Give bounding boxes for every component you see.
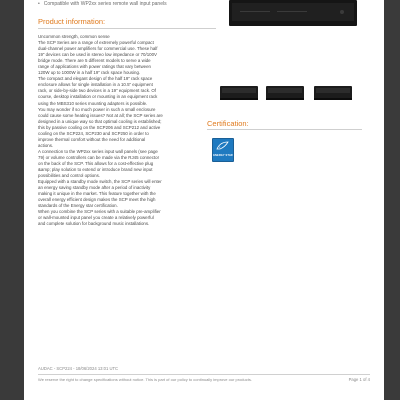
footer-disclaimer: We reserve the right to change specifications without notice. This is part of our policy to continually improve our products.	[38, 377, 252, 382]
description-line: this by passive cooling on the SCP206 and SCP212 and active	[38, 124, 161, 130]
vent-slot	[240, 11, 270, 12]
description-line: possibilities and control options.	[38, 173, 100, 179]
description-line: could cause some heating issues? Not at all; the SCP series are	[38, 112, 163, 118]
description-line: The compact and elegant design of the half 19" rack space	[38, 76, 153, 82]
description-line: enclosure allows for single installation in a 10.5" equipment	[38, 82, 153, 88]
description-line: dual-channel power amplifiers for commercial use. These half	[38, 46, 158, 52]
description-line: and complete solution for background music installations.	[38, 221, 150, 227]
vent-slot	[277, 11, 307, 12]
description-line: &amp; play solution to extend or introduce brand new input	[38, 167, 153, 173]
description-line: improve thermal comfort without the need for additional	[38, 136, 146, 142]
description-line: cooling on the SCP224, SCP230 and SCP250 in order to	[38, 130, 149, 136]
description-line: course, desktop installation or mounting in an equipment rack	[38, 94, 158, 100]
page-number: Page 1 of 4	[348, 377, 370, 382]
product-information-heading: Product information:	[38, 17, 106, 26]
description-line: standards of the Energy star certification.	[38, 203, 118, 209]
description-line: You may wonder if so much power in such a small enclosure	[38, 106, 156, 112]
description-line: overall energy efficient design makes the SCP meet the high	[38, 197, 156, 203]
power-knob	[340, 10, 344, 14]
description-line: Equipped with a standby mode switch, the SCP series will enter	[38, 179, 162, 185]
heading-divider	[207, 129, 362, 130]
heading-divider	[38, 28, 216, 29]
description-line: Uncommon strength, common sense	[38, 34, 110, 39]
document-meta: AUDAC - SCP224 - 18/06/2024 13:01 UTC	[38, 366, 119, 371]
description-line: range of applications with power ratings that vary between	[38, 64, 152, 70]
product-photo-thumbnail[interactable]	[220, 86, 258, 100]
description-line: 19" devices can be used in stereo low impedance or 70/100V	[38, 52, 157, 58]
product-photo-thumbnail[interactable]	[314, 86, 352, 100]
description-line: making it unique in the market. This feature together with the	[38, 191, 156, 197]
description-line: The SCP Series are a range of extremely powerful compact	[38, 40, 154, 46]
description-line: bridge mode. There are 5 different models to serve a wide	[38, 58, 151, 64]
feature-bullet: • Compatible with WP2xx series remote wall input panels	[38, 1, 167, 7]
description-line: or wall-mounted input panel you create a relatively powerful	[38, 215, 154, 221]
product-description	[38, 34, 218, 228]
description-line: When you combine the SCP series with a suitable pre-amplifier	[38, 209, 161, 215]
footer-divider	[38, 374, 370, 375]
amplifier-front-panel	[232, 3, 354, 21]
description-line: actions.	[38, 142, 54, 148]
product-photo-thumbnail[interactable]	[266, 86, 304, 100]
description-line: rack, or side-by-side two devices in a 19" equipment rack. Of	[38, 88, 156, 94]
description-line: designed in a unique way so that optimal cooling is established;	[38, 118, 162, 124]
product-photo-main	[229, 0, 357, 26]
description-line: an energy saving standby mode after a period of inactivity	[38, 185, 151, 191]
description-line: A connection to the WP2xx series input wall panels (see page	[38, 148, 158, 154]
document-page	[24, 0, 384, 400]
energy-star-icon: e ENERGY STAR	[212, 138, 234, 162]
energy-star-emblem	[216, 141, 229, 152]
description-line: 120W up to 1000W in a half 19" rack space housing.	[38, 70, 141, 76]
description-line: on the back of the SCP. This allows for a cost-effective plug	[38, 160, 154, 166]
description-line: using the MBS310 series mounting adapters is possible.	[38, 100, 148, 106]
certification-heading: Certification:	[207, 119, 249, 128]
svg-text:e: e	[219, 145, 221, 149]
description-line: 79) or volume controllers can be made via the RJ45 connector	[38, 154, 160, 160]
